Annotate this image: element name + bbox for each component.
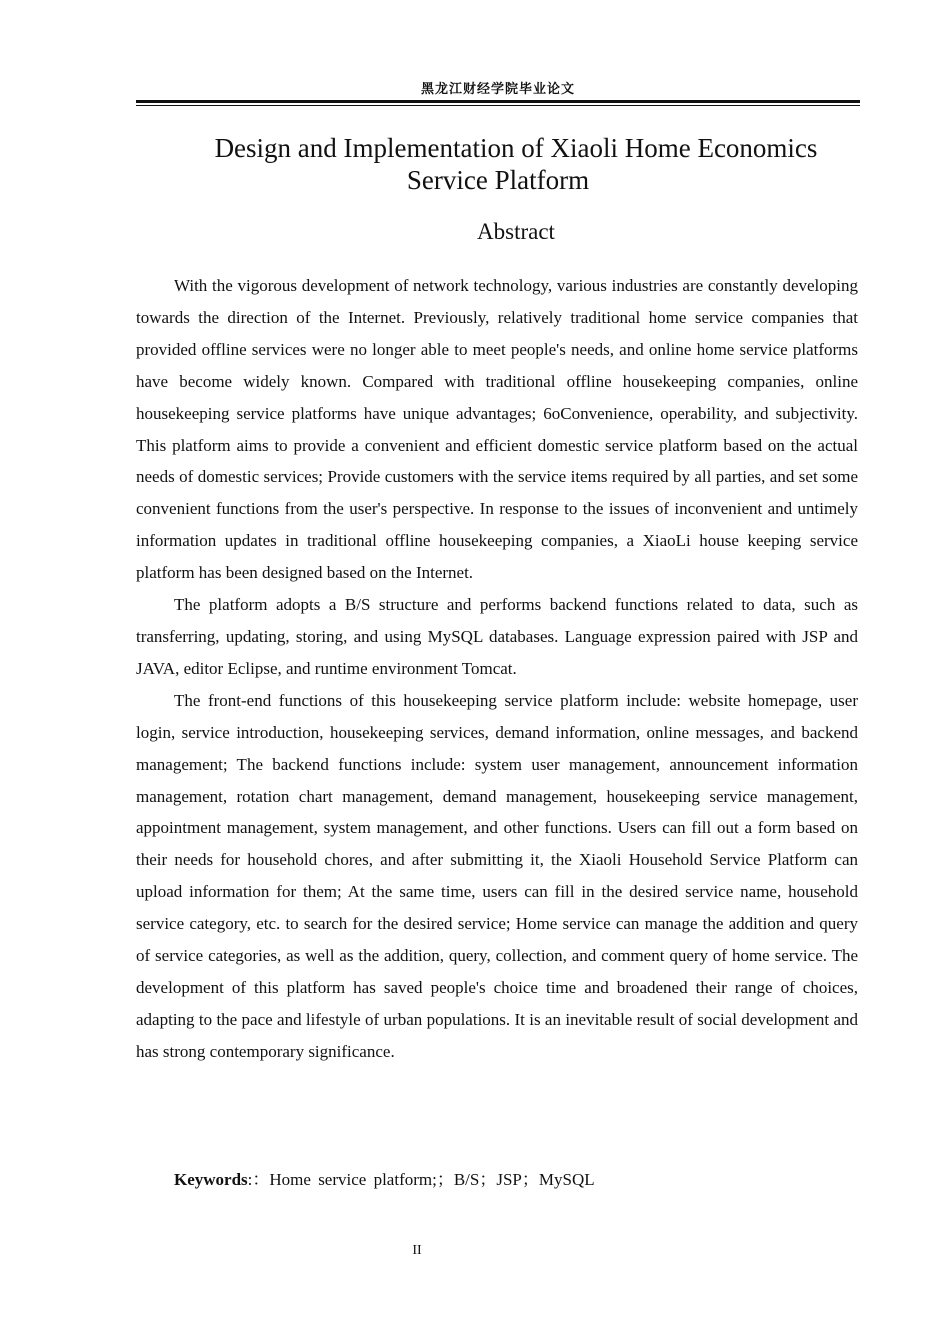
paper-title-line-2: Service Platform bbox=[406, 165, 590, 195]
abstract-paragraph-2: The platform adopts a B/S structure and performs backend functions related to data, such as transferring, updating, storing, and using MySQL databases. Language expression paired with JSP and JAVA, editor Eclipse, and runtime environment Tomcat. bbox=[136, 595, 858, 678]
header-rule-thick bbox=[136, 100, 860, 103]
abstract-body bbox=[136, 270, 858, 1068]
running-header: 黑龙江财经学院毕业论文 bbox=[420, 82, 575, 97]
header-rule-thin bbox=[136, 105, 860, 106]
keywords-label: Keywords bbox=[174, 1170, 248, 1189]
abstract-heading: Abstract bbox=[477, 219, 555, 244]
abstract-paragraph-3: The front-end functions of this housekeeping service platform include: website homepage, user login, service introduction, housekeeping services, demand information, online messages, and backend management; The backend functions include: system user management, announcement information management, rotation chart management, demand management, housekeeping service management, appointment management, system management, and other functions. Users can fill out a form based on their needs for household chores, and after submitting it, the Xiaoli Household Service Platform can upload information for them; At the same time, users can fill in the desired service name, household service category, etc. to search for the desired service; Home service can manage the addition and query of service categories, as well as the addition, query, collection, and comment query of home service. The development of this platform has saved people's choice time and broadened their range of choices, adapting to the pace and lifestyle of urban populations. It is an inevitable result of social development and has strong contemporary significance. bbox=[136, 690, 858, 1061]
page-number: II bbox=[412, 1243, 422, 1258]
keywords-line bbox=[174, 1166, 595, 1194]
paper-title-line-1: Design and Implementation of Xiaoli Home Economics bbox=[214, 133, 818, 163]
keywords-text: :：Home service platform;；B/S；JSP；MySQL bbox=[247, 1170, 595, 1189]
paper-title bbox=[136, 132, 860, 196]
abstract-paragraph-1: With the vigorous development of network technology, various industries are constantly developing towards the direction of the Internet. Previously, relatively traditional home service companies that provided offline services were no longer able to meet people's needs, and online home service platforms have become widely known. Compared with traditional offline housekeeping companies, online housekeeping service platforms have unique advantages; 6oConvenience, operability, and subjectivity. This platform aims to provide a convenient and efficient domestic service platform based on the actual needs of domestic services; Provide customers with the service items required by all parties, and set some convenient functions from the user's perspective. In response to the issues of inconvenient and untimely information updates in traditional offline housekeeping companies, a XiaoLi house keeping service platform has been designed based on the Internet. bbox=[136, 276, 858, 583]
